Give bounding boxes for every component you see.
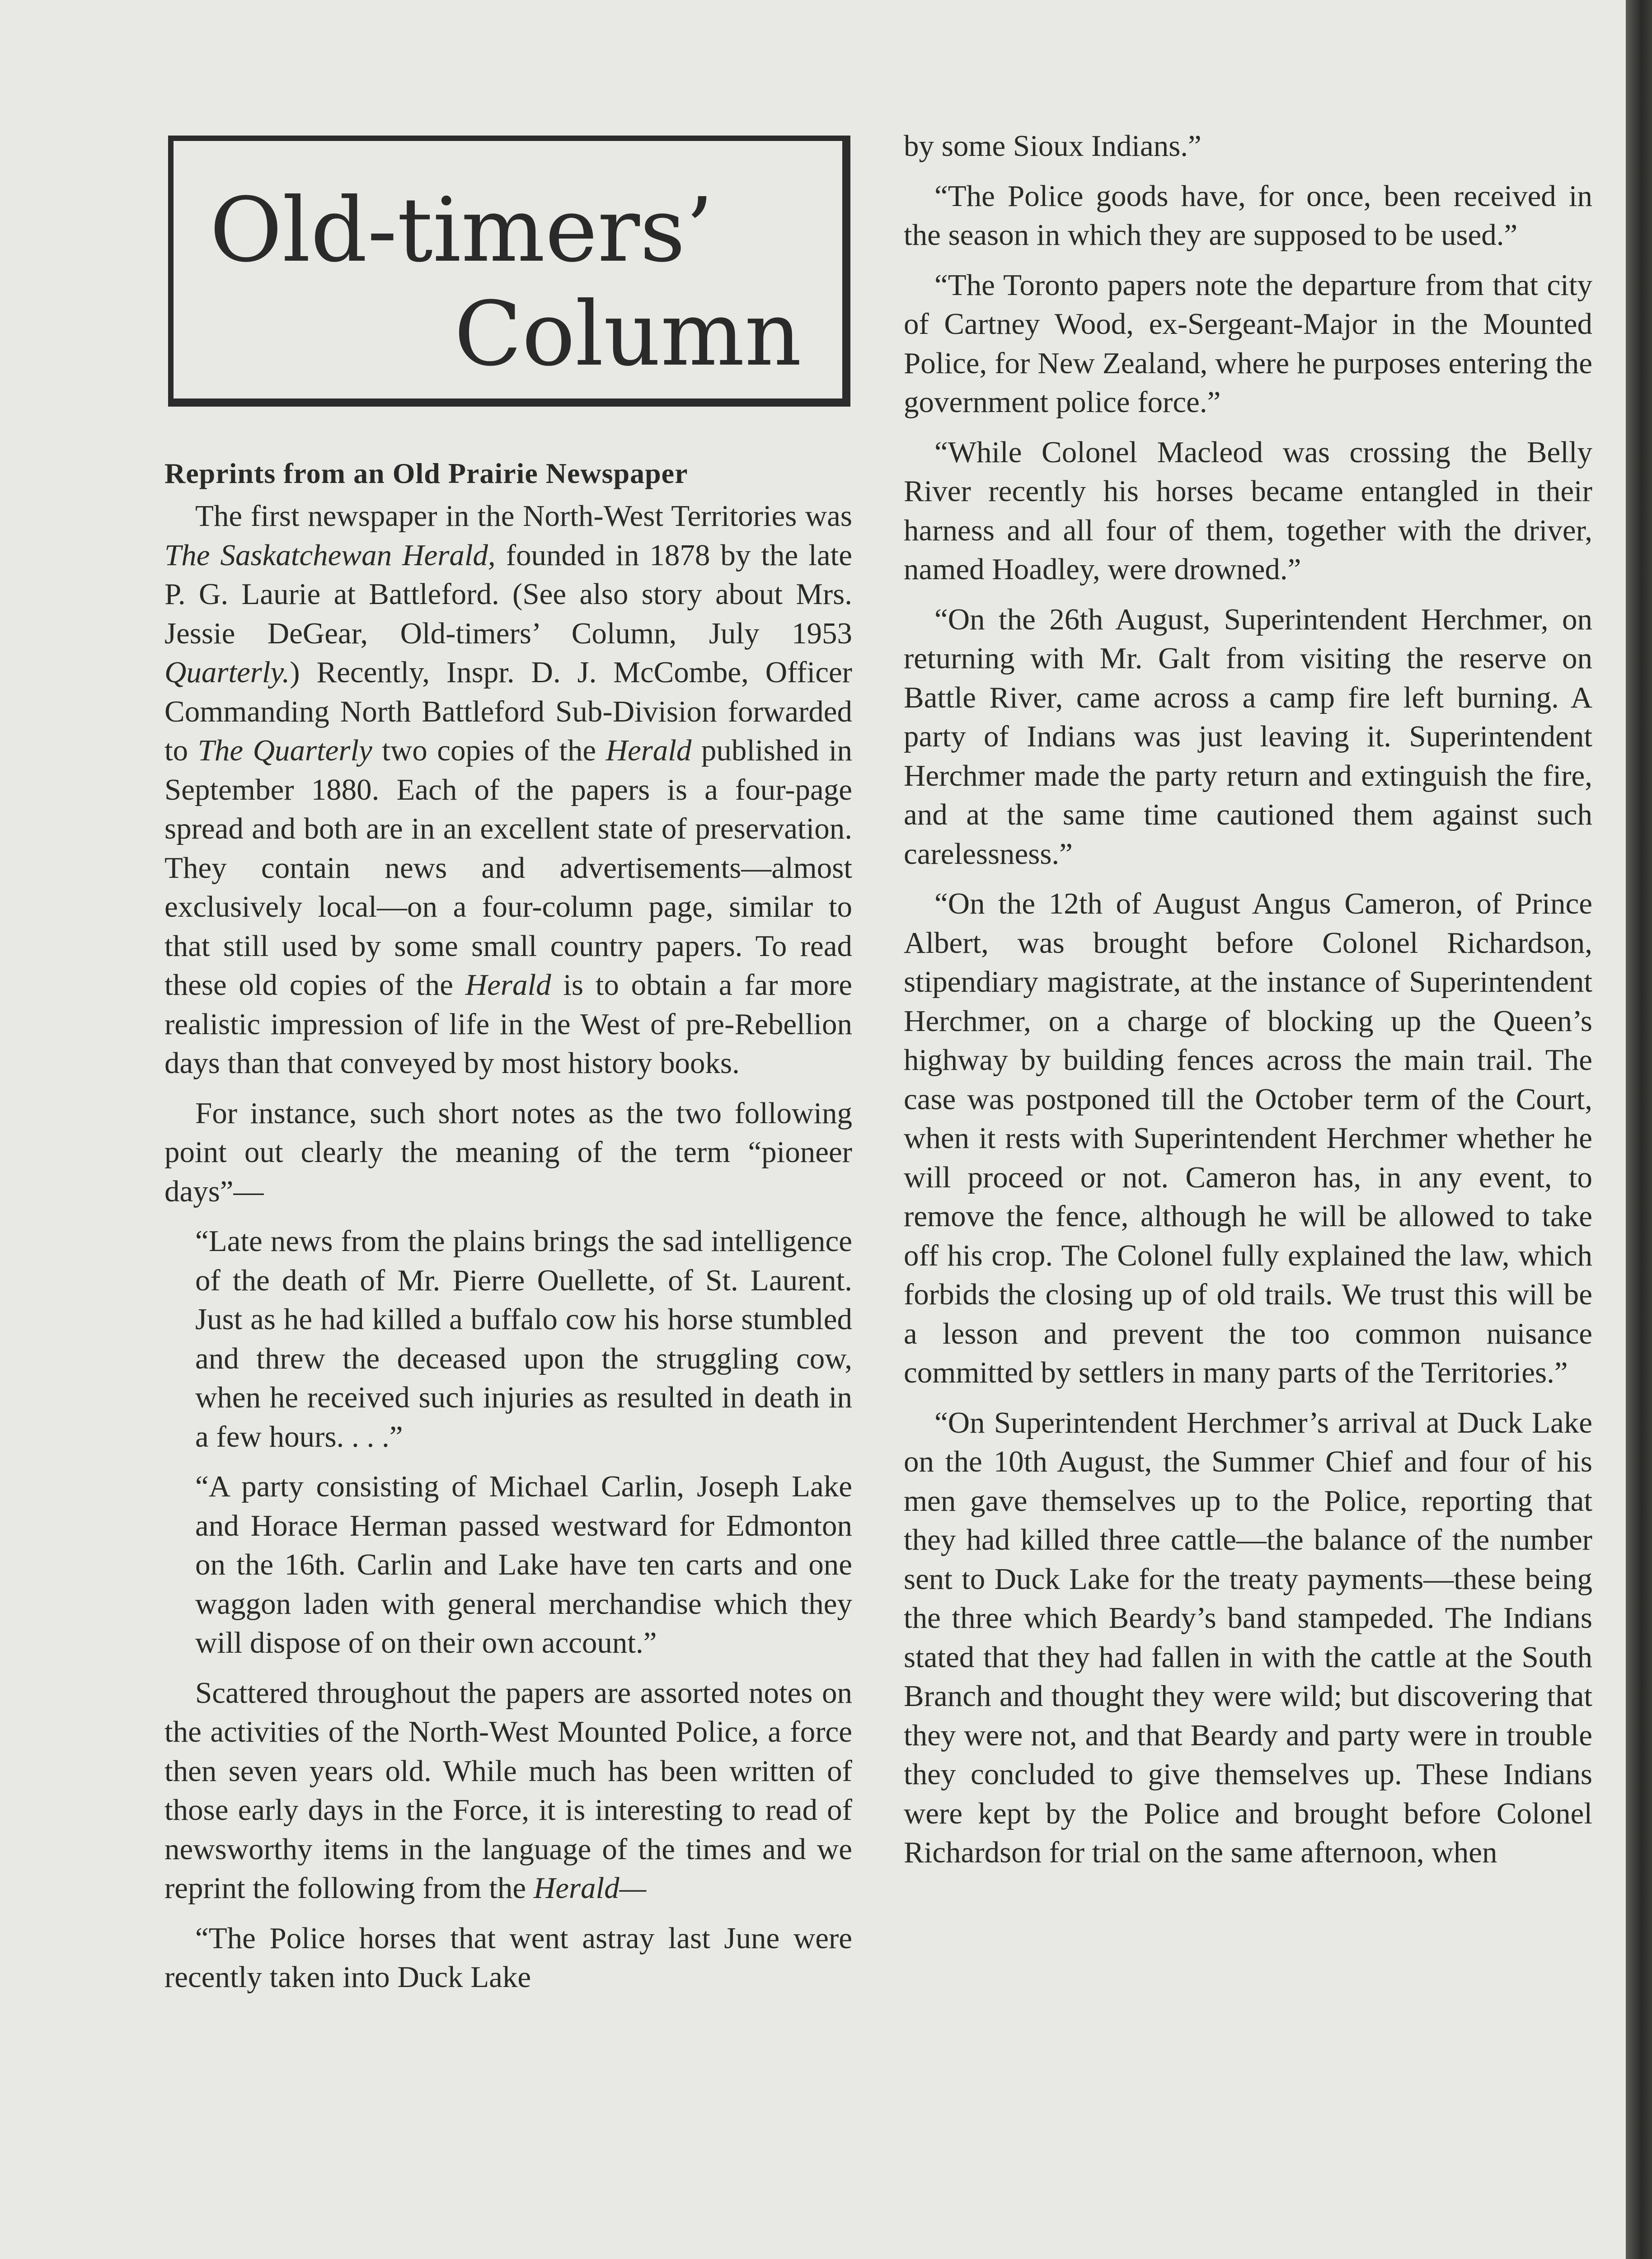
quote-ouellette: “Late news from the plains brings the sad intelligence of the death of Mr. Pierre Ouellette, of St. Laurent. Just as he had killed a buffalo cow his horse stumbled and threw the deceased upon the struggling cow, when he received such injuries as resulted in death in a few hours. . . .” (195, 1224, 852, 1453)
quote-carlin-party: “A party consisting of Michael Carlin, Joseph Lake and Horace Herman passed westward for Edmonton on the 16th. Carlin and Lake have ten carts and one waggon laden with general merchandise which they will dispose of on their own account.” (195, 1470, 852, 1659)
intro-text-2: founded in 1878 by the late P. G. Laurie at Battleford. (See also story about Mrs. Jessie DeGear, Old-timers’ Column, July 1953 (164, 538, 852, 650)
column-title-line-2: Column (454, 283, 802, 386)
paragraph-scattered-notes (164, 1673, 852, 1908)
paragraph-cartney-wood: “The Toronto papers note the departure from that city of Cartney Wood, ex-Sergeant-Major in the Mounted Police, for New Zealand, where he purposes entering the government police force.” (904, 268, 1592, 419)
intro-herald-1: Herald (605, 734, 692, 767)
column-title-box (168, 136, 850, 407)
intro-herald-2: Herald (465, 968, 551, 1002)
paragraph-angus-cameron: “On the 12th of August Angus Cameron, of Prince Albert, was brought before Colonel Richardson, stipendiary magistrate, at the instance of Superintendent Herchmer, on a charge of blocking up the Queen’s highway by building fences across the main trail. The case was postponed till the October term of the Court, when it rests with Superintendent Herchmer whether he will proceed or not. Cameron has, in any event, to remove the fence, although he will be allowed to take off his crop. The Colonel fully explained the law, which forbids the closing up of old trails. We trust this will be a lesson and prevent the too common nuisance committed by settlers in many parts of the Territories.” (904, 887, 1592, 1389)
paragraph-police-horses: “The Police horses that went astray last June were recently taken into Duck Lake (164, 1921, 852, 1994)
scattered-text: Scattered throughout the papers are assorted notes on the activities of the North-West Mounted Police, a force then seven years old. While much has been written of those early days in the Force, it is interesting to read of newsworthy items in the language of the times and we reprint the following from the (164, 1676, 852, 1905)
scattered-herald: Herald— (533, 1871, 647, 1905)
left-column (164, 454, 852, 2008)
paragraph-sioux-continuation: by some Sioux Indians.” (904, 129, 1201, 163)
right-column (904, 127, 1592, 1883)
intro-text-4: two copies of the (372, 734, 606, 767)
paragraph-camp-fire: “On the 26th August, Superintendent Herchmer, on returning with Mr. Galt from visiting the reserve on Battle River, came across a camp fire left burning. A party of Indians was just leaving it. Superintendent Herchmer made the party return and extinguish the fire, and at the same time cautioned them against such carelessness.” (904, 602, 1592, 871)
intro-text-3: ) Recently, Inspr. D. J. McCombe, Officer Commanding North Battleford Sub-Division forwarded to (164, 656, 852, 767)
paragraph-colonel-macleod: “While Colonel Macleod was crossing the Belly River recently his horses became entangled in their harness and all four of them, together with the driver, named Hoadley, were drowned.” (904, 435, 1592, 586)
paragraph-pioneer-days: For instance, such short notes as the two following point out clearly the meaning of the term “pioneer days”— (164, 1096, 852, 1208)
intro-text-5: published in September 1880. Each of the papers is a four-page spread and both are in an excellent state of preservation. They contain news and advertisements—almost exclusively local—on a four-column page, similar to that still used by some small country papers. To read these old copies of the (164, 734, 852, 1002)
paragraph-summer-chief: “On Superintendent Herchmer’s arrival at Duck Lake on the 10th August, the Summer Chief and four of his men gave themselves up to the Police, reporting that they had killed three cattle—the balance of the number sent to Duck Lake for the treaty payments—these being the three which Beardy’s band stampeded. The Indians stated that they had fallen in with the cattle at the South Branch and thought they were wild; but discovering that they were not, and that Beardy and party were in trouble they concluded to give themselves up. These Indians were kept by the Police and brought before Colonel Richardson for trial on the same afternoon, when (904, 1406, 1592, 1869)
intro-paragraph (164, 497, 852, 1083)
intro-quarterly-ref: Quarterly. (164, 656, 290, 689)
subheading: Reprints from an Old Prairie Newspaper (164, 457, 688, 489)
column-title-line-1: Old-timers’ (210, 179, 713, 282)
paragraph-police-goods: “The Police goods have, for once, been received in the season in which they are supposed to be used.” (904, 179, 1592, 252)
page-edge-shadow (1626, 0, 1652, 2259)
intro-the-quarterly: The Quarterly (197, 734, 372, 767)
intro-text-1: The first newspaper in the North-West Territories was (195, 499, 852, 533)
intro-title-herald-full: The Saskatchewan Herald, (164, 538, 496, 572)
intro-text-6: is to obtain a far more realistic impression of life in the West of pre-Rebellion days than that conveyed by most history books. (164, 968, 852, 1080)
